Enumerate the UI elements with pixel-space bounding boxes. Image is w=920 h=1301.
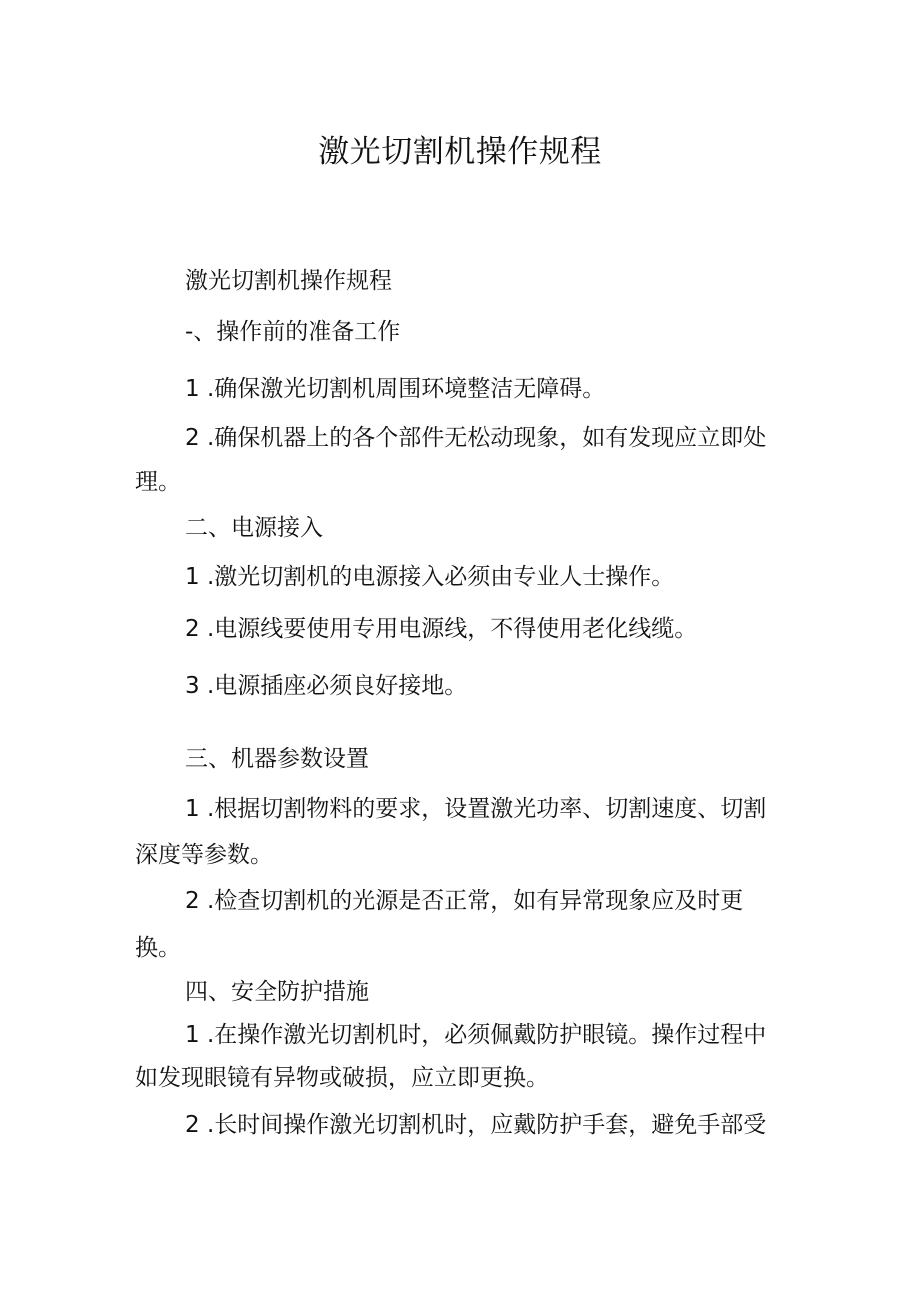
section-heading-4: 四、安全防护措施: [185, 979, 369, 1005]
paragraph-line: 1 .确保激光切割机周围环境整洁无障碍。: [185, 376, 606, 402]
paragraph-line: 3 .电源插座必须良好接地。: [185, 673, 468, 699]
section-heading-1: -、操作前的准备工作: [185, 319, 401, 345]
paragraph-line: 1 .在操作激光切割机时，必须佩戴防护眼镜。操作过程中: [185, 1022, 767, 1048]
paragraph-line: 1 .根据切割物料的要求，设置激光功率、切割速度、切割: [185, 796, 767, 822]
paragraph-line: 2 .电源线要使用专用电源线，不得使用老化线缆。: [185, 616, 698, 642]
paragraph-line: 换。: [135, 935, 181, 961]
paragraph-line: 2 .长时间操作激光切割机时，应戴防护手套，避免手部受: [185, 1112, 767, 1138]
paragraph-line: 2 .检查切割机的光源是否正常，如有异常现象应及时更: [185, 888, 744, 914]
section-heading-3: 三、机器参数设置: [185, 746, 369, 772]
document-title: 激光切割机操作规程: [318, 134, 602, 170]
paragraph-line: 1 .激光切割机的电源接入必须由专业人士操作。: [185, 564, 675, 590]
paragraph-line: 深度等参数。: [135, 842, 273, 868]
paragraph-line: 2 .确保机器上的各个部件无松动现象，如有发现应立即处: [185, 425, 767, 451]
paragraph-line: 如发现眼镜有异物或破损，应立即更换。: [135, 1065, 549, 1091]
paragraph-line: 理。: [135, 469, 181, 495]
section-heading-2: 二、电源接入: [185, 515, 323, 541]
heading-line: 激光切割机操作规程: [185, 268, 392, 294]
